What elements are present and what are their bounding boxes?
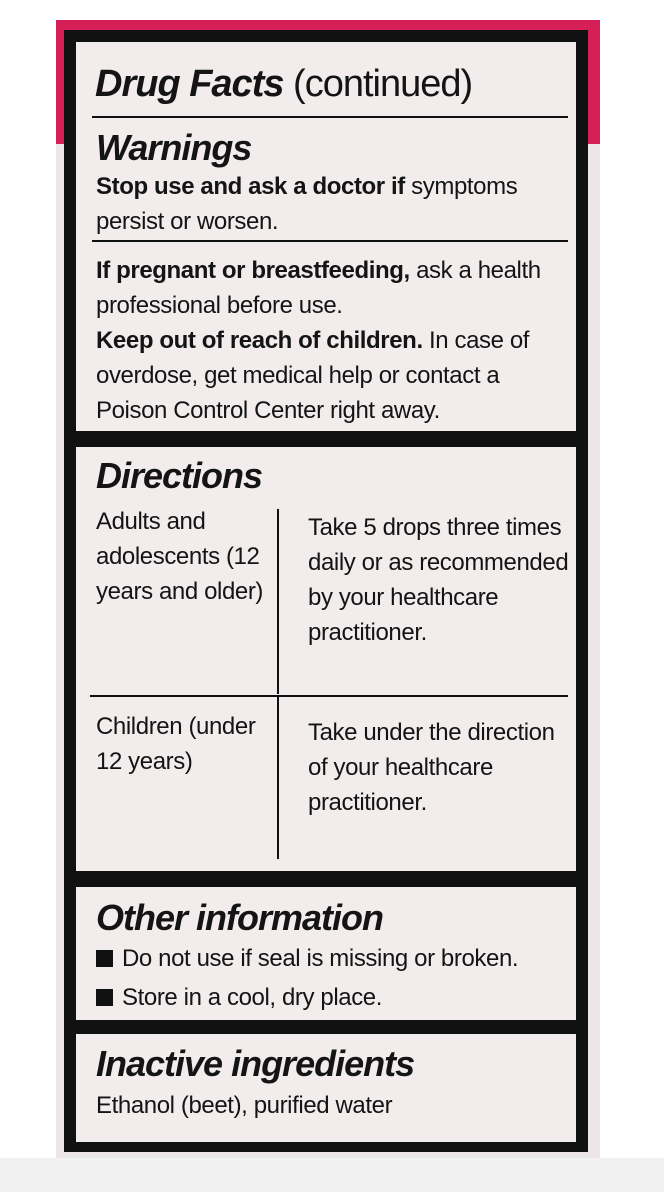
inactive-ingredients-heading: Inactive ingredients — [96, 1043, 415, 1084]
directions-column-divider-bottom — [277, 697, 279, 859]
page-bottom-strip — [0, 1158, 664, 1192]
warning-pregnant — [96, 253, 570, 323]
directions-row-2-who: Children (under 12 years) — [96, 713, 256, 775]
list-item — [96, 941, 570, 976]
warnings-divider — [92, 240, 568, 242]
directions-column-divider-top — [277, 509, 279, 694]
other-information-heading: Other information — [96, 897, 383, 938]
warning-stop-use-bold: Stop use and ask a doctor if — [96, 173, 405, 200]
title-divider — [92, 116, 568, 118]
other-information-item-1: Do not use if seal is missing or broken. — [122, 945, 519, 972]
warnings-heading: Warnings — [96, 127, 252, 168]
directions-row-1-who: Adults and adolescents (12 years and older) — [96, 508, 264, 605]
warning-keep-out — [96, 323, 570, 428]
square-bullet-icon — [96, 950, 113, 967]
directions-heading: Directions — [96, 455, 263, 496]
directions-row-1-dose: Take 5 drops three times daily or as recommended by your healthcare practitioner. — [308, 514, 569, 646]
directions-box — [76, 447, 576, 871]
square-bullet-icon — [96, 989, 113, 1006]
warning-stop-use — [96, 169, 570, 239]
inactive-ingredients-box — [76, 1034, 576, 1142]
title-bold: Drug Facts — [95, 63, 284, 105]
list-item — [96, 980, 570, 1015]
warning-stop-use-text: symptoms persist or worsen. — [96, 173, 518, 235]
inactive-ingredients-text: Ethanol (beet), purified water — [96, 1092, 393, 1119]
other-information-box — [76, 887, 576, 1020]
title-rest: (continued) — [293, 63, 473, 105]
directions-row-divider — [90, 695, 568, 697]
warning-pregnant-bold: If pregnant or breastfeeding, — [96, 257, 410, 284]
warning-pregnant-text: ask a health professional before use. — [96, 257, 541, 319]
warning-keep-out-text: In case of overdose, get medical help or contact a Poison Control Center right away. — [96, 327, 530, 424]
other-information-item-2: Store in a cool, dry place. — [122, 984, 383, 1011]
page-title — [95, 62, 472, 106]
warning-keep-out-bold: Keep out of reach of children. — [96, 327, 423, 354]
directions-row-2-dose: Take under the direction of your healthcare practitioner. — [308, 719, 555, 816]
warnings-box — [76, 42, 576, 431]
